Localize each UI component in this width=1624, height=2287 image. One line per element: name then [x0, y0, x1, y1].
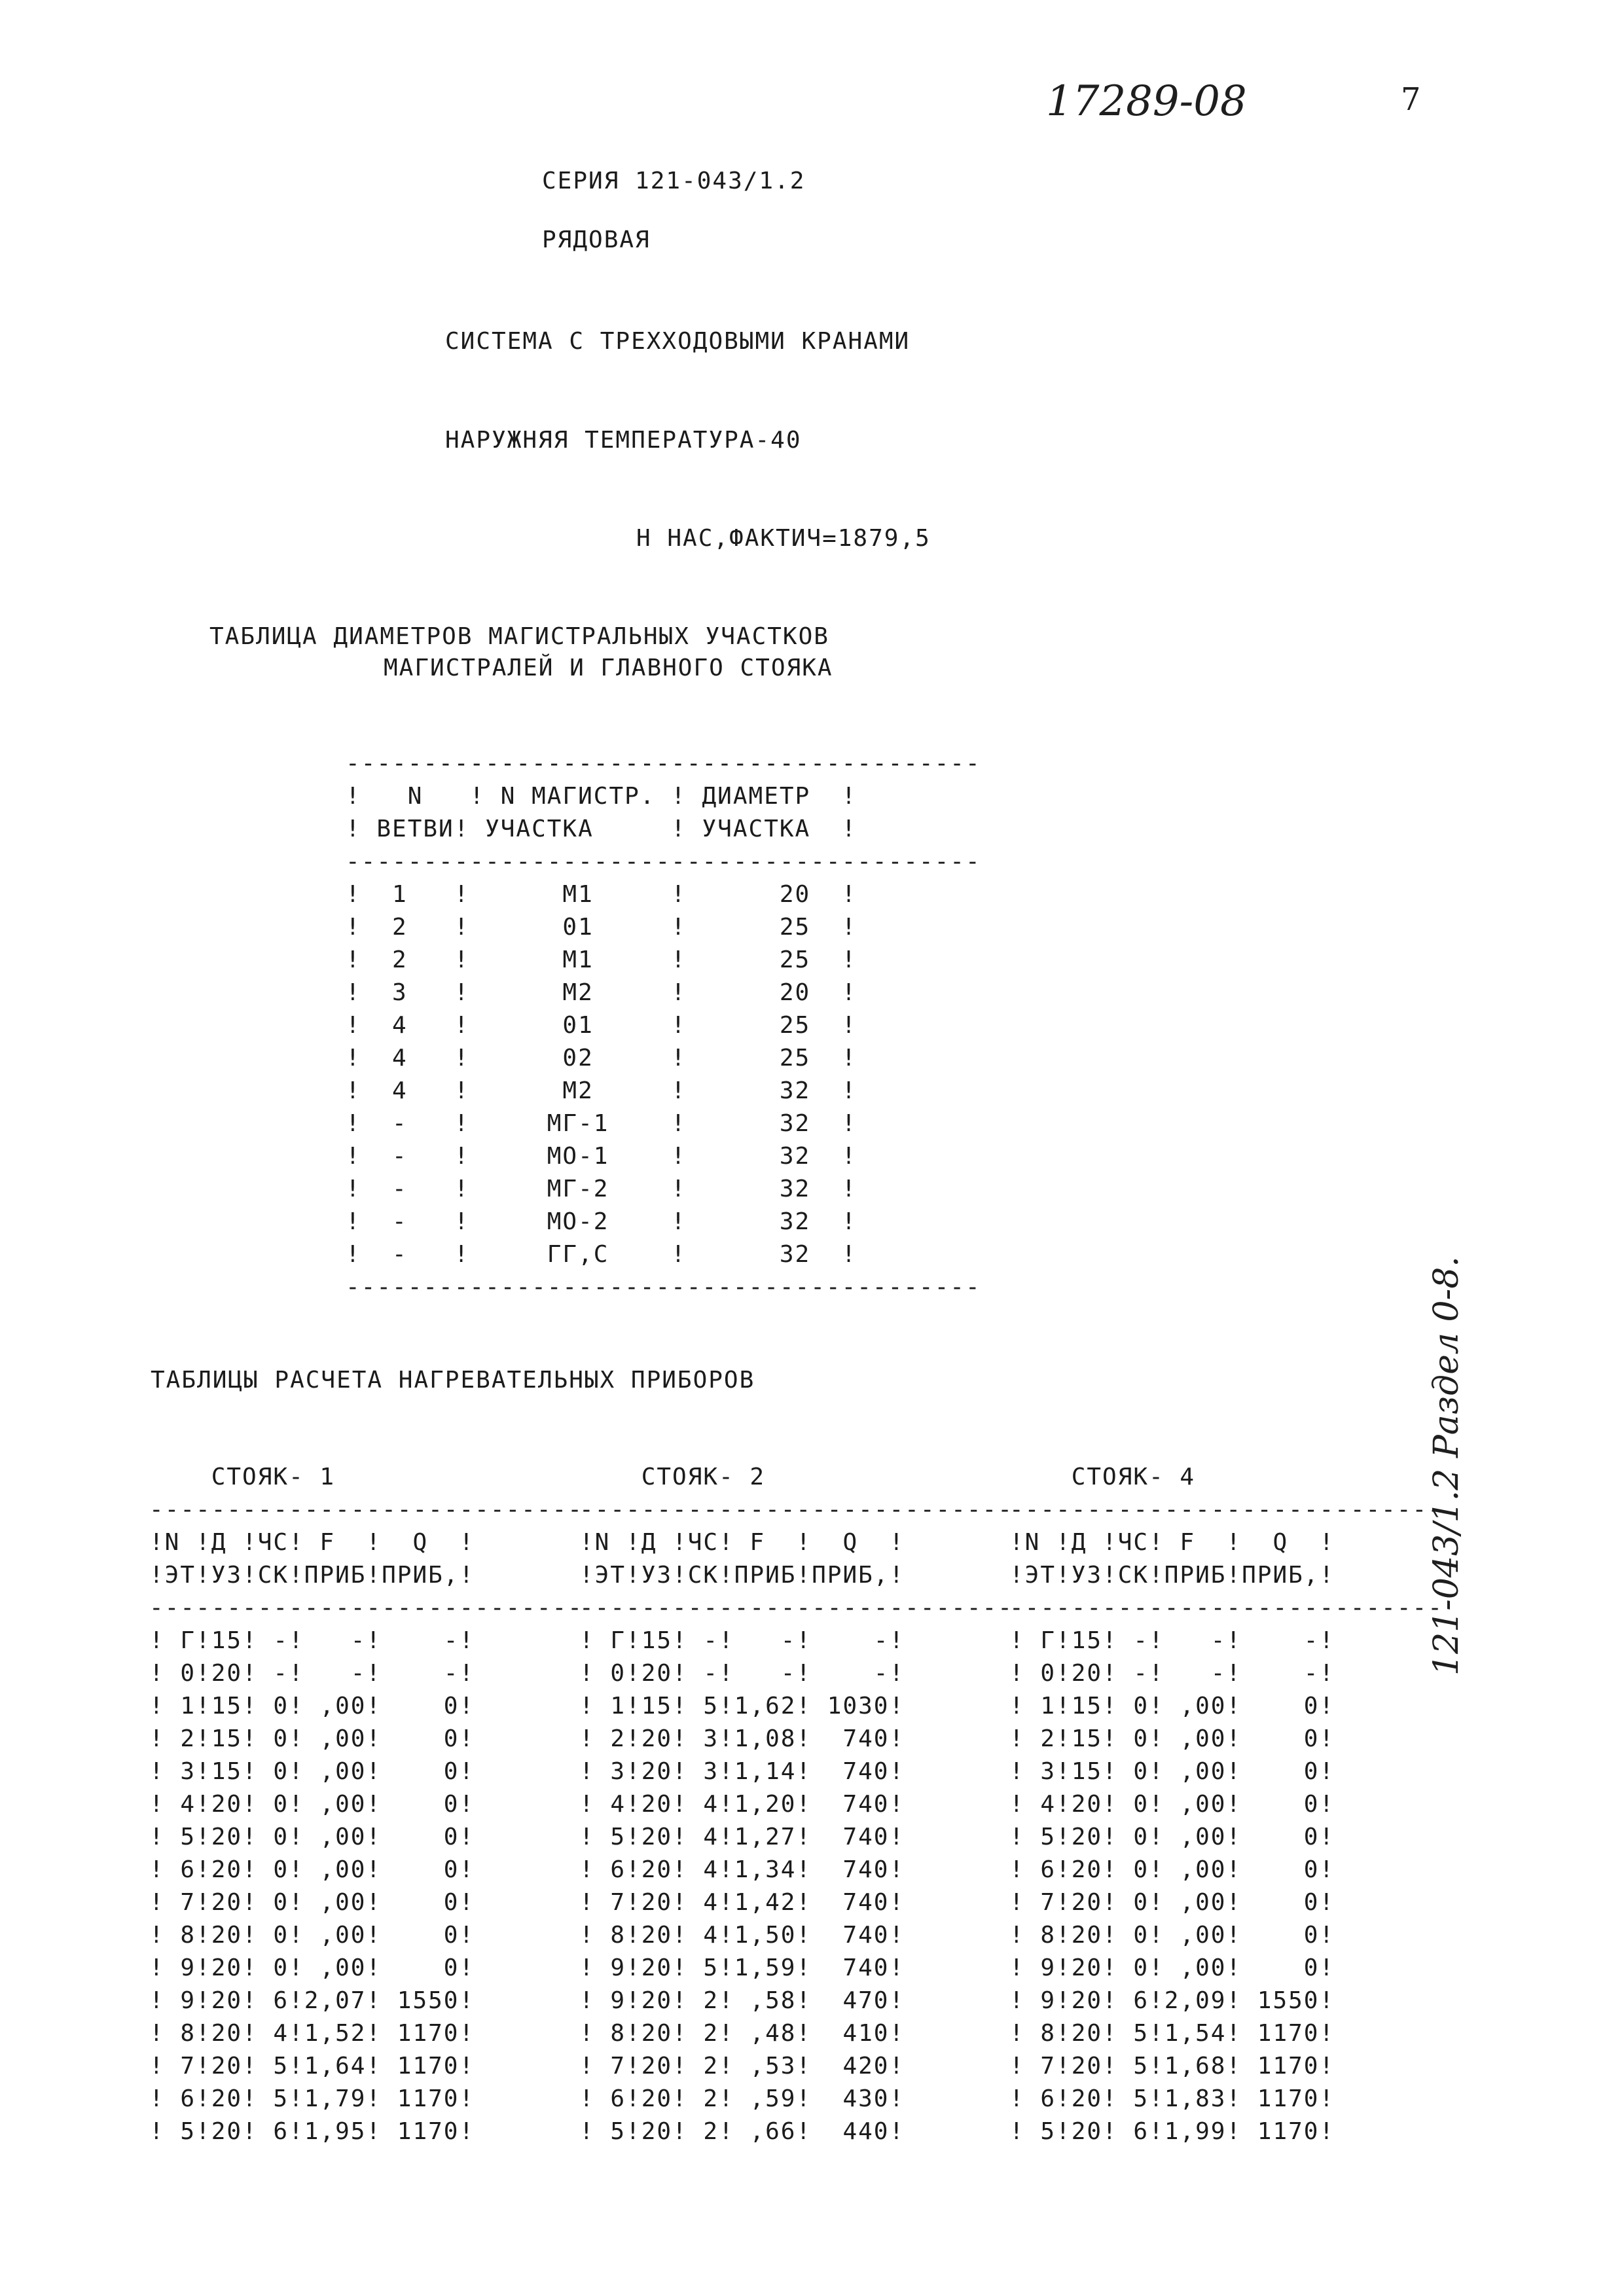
- table-row: ! 7!20! 0! ,00! 0!: [1009, 1889, 1335, 1916]
- diameter-table-subtitle: МАГИСТРАЛЕЙ И ГЛАВНОГО СТОЯКА: [384, 655, 833, 681]
- table-row: ! 5!20! 2! ,66! 440!: [579, 2118, 905, 2145]
- table-row: ! - ! МГ-1 ! 32 !: [346, 1110, 857, 1137]
- table-row: ! - ! МГ-2 ! 32 !: [346, 1176, 857, 1202]
- table-row: ! 2 ! М1 ! 25 !: [346, 946, 857, 973]
- table-header-row: !ЭТ!УЗ!СК!ПРИБ!ПРИБ,!: [1009, 1562, 1335, 1589]
- table-row: ! 5!20! 0! ,00! 0!: [149, 1824, 475, 1850]
- table-rule: ----------------------------: [149, 1594, 583, 1621]
- table-row: ! 6!20! 0! ,00! 0!: [1009, 1856, 1335, 1883]
- table-rule: ----------------------------: [149, 1496, 583, 1523]
- table-row: ! 7!20! 2! ,53! 420!: [579, 2053, 905, 2080]
- table-row: ! 5!20! 0! ,00! 0!: [1009, 1824, 1335, 1850]
- diameter-table: [346, 747, 981, 1304]
- table-row: ! 6!20! 5!1,83! 1170!: [1009, 2085, 1335, 2112]
- table-row: ! Г!15! -! -! -!: [149, 1627, 475, 1654]
- riser-table: [579, 1461, 1013, 2148]
- table-row: ! 2!20! 3!1,08! 740!: [579, 1725, 905, 1752]
- table-rule: ----------------------------: [1009, 1496, 1443, 1523]
- riser-table: [1009, 1461, 1443, 2148]
- table-row: ! Г!15! -! -! -!: [1009, 1627, 1335, 1654]
- table-row: ! 2!15! 0! ,00! 0!: [1009, 1725, 1335, 1752]
- system-line: СИСТЕМА С ТРЕХХОДОВЫМИ КРАНАМИ: [445, 328, 911, 355]
- table-rule: -----------------------------------------: [346, 848, 981, 875]
- table-row: ! 3!15! 0! ,00! 0!: [1009, 1758, 1335, 1785]
- table-row: ! 1!15! 5!1,62! 1030!: [579, 1693, 905, 1720]
- riser-table: [149, 1461, 583, 2148]
- table-row: ! 1!15! 0! ,00! 0!: [149, 1693, 475, 1720]
- table-row: ! - ! МО-1 ! 32 !: [346, 1143, 857, 1170]
- table-row: ! 6!20! 5!1,79! 1170!: [149, 2085, 475, 2112]
- table-row: ! 4!20! 0! ,00! 0!: [1009, 1791, 1335, 1818]
- table-row: ! 9!20! 6!2,07! 1550!: [149, 1987, 475, 2014]
- calc-table-title: ТАБЛИЦЫ РАСЧЕТА НАГРЕВАТЕЛЬНЫХ ПРИБОРОВ: [151, 1367, 755, 1394]
- table-row: ! 8!20! 0! ,00! 0!: [1009, 1922, 1335, 1949]
- table-row: ! 5!20! 4!1,27! 740!: [579, 1824, 905, 1850]
- table-row: ! 7!20! 5!1,68! 1170!: [1009, 2053, 1335, 2080]
- table-row: ! 6!20! 2! ,59! 430!: [579, 2085, 905, 2112]
- fact-line: Н НАС,ФАКТИЧ=1879,5: [636, 525, 931, 552]
- table-header-row: !N !Д !ЧС! F ! Q !: [579, 1529, 905, 1556]
- table-row: ! 2 ! 01 ! 25 !: [346, 914, 857, 941]
- table-row: ! - ! МО-2 ! 32 !: [346, 1208, 857, 1235]
- table-row: ! 7!20! 0! ,00! 0!: [149, 1889, 475, 1916]
- table-row: ! 9!20! 5!1,59! 740!: [579, 1954, 905, 1981]
- table-row: ! 8!20! 0! ,00! 0!: [149, 1922, 475, 1949]
- table-row: ! 7!20! 4!1,42! 740!: [579, 1889, 905, 1916]
- table-row: ! 5!20! 6!1,99! 1170!: [1009, 2118, 1335, 2145]
- diameter-table-title: ТАБЛИЦА ДИАМЕТРОВ МАГИСТРАЛЬНЫХ УЧАСТКОВ: [209, 623, 829, 650]
- table-rule: ----------------------------: [1009, 1594, 1443, 1621]
- table-row: ! 8!20! 2! ,48! 410!: [579, 2020, 905, 2047]
- riser-title: СТОЯК- 1: [211, 1464, 336, 1490]
- table-row: ! 1 ! М1 ! 20 !: [346, 881, 857, 908]
- table-row: ! 4!20! 0! ,00! 0!: [149, 1791, 475, 1818]
- table-row: ! 9!20! 0! ,00! 0!: [1009, 1954, 1335, 1981]
- page-number: 7: [1401, 81, 1421, 118]
- temperature-line: НАРУЖНЯЯ ТЕМПЕРАТУРА-40: [445, 427, 802, 454]
- table-rule: -----------------------------------------: [346, 750, 981, 777]
- series-line: СЕРИЯ 121-043/1.2: [542, 168, 806, 194]
- table-row: ! 7!20! 5!1,64! 1170!: [149, 2053, 475, 2080]
- side-handwritten-note: 121-043/1.2 Раздел 0-8.: [1427, 1256, 1466, 1676]
- table-row: ! 8!20! 5!1,54! 1170!: [1009, 2020, 1335, 2047]
- table-rule: ----------------------------: [579, 1594, 1013, 1621]
- table-header-row: !ЭТ!УЗ!СК!ПРИБ!ПРИБ,!: [579, 1562, 905, 1589]
- table-row: ! 0!20! -! -! -!: [579, 1660, 905, 1687]
- table-header-row: !N !Д !ЧС! F ! Q !: [1009, 1529, 1335, 1556]
- table-row: ! 4 ! 01 ! 25 !: [346, 1012, 857, 1039]
- table-header-row: ! N ! N МАГИСТР. ! ДИАМЕТР !: [346, 783, 857, 810]
- type-line: РЯДОВАЯ: [542, 226, 651, 253]
- table-rule: ----------------------------: [579, 1496, 1013, 1523]
- table-row: ! - ! ГГ,С ! 32 !: [346, 1241, 857, 1268]
- table-row: ! 4!20! 4!1,20! 740!: [579, 1791, 905, 1818]
- table-row: ! 3 ! М2 ! 20 !: [346, 979, 857, 1006]
- table-row: ! 4 ! 02 ! 25 !: [346, 1045, 857, 1071]
- table-row: ! 2!15! 0! ,00! 0!: [149, 1725, 475, 1752]
- table-row: ! Г!15! -! -! -!: [579, 1627, 905, 1654]
- table-rule: -----------------------------------------: [346, 1274, 981, 1301]
- table-row: ! 8!20! 4!1,52! 1170!: [149, 2020, 475, 2047]
- riser-title: СТОЯК- 2: [641, 1464, 766, 1490]
- table-row: ! 4 ! М2 ! 32 !: [346, 1077, 857, 1104]
- table-row: ! 8!20! 4!1,50! 740!: [579, 1922, 905, 1949]
- table-row: ! 0!20! -! -! -!: [1009, 1660, 1335, 1687]
- table-row: ! 6!20! 0! ,00! 0!: [149, 1856, 475, 1883]
- document-number: 17289-08: [1046, 77, 1247, 126]
- riser-title: СТОЯК- 4: [1071, 1464, 1196, 1490]
- table-row: ! 9!20! 0! ,00! 0!: [149, 1954, 475, 1981]
- table-row: ! 5!20! 6!1,95! 1170!: [149, 2118, 475, 2145]
- table-row: ! 1!15! 0! ,00! 0!: [1009, 1693, 1335, 1720]
- table-header-row: !N !Д !ЧС! F ! Q !: [149, 1529, 475, 1556]
- table-row: ! 3!15! 0! ,00! 0!: [149, 1758, 475, 1785]
- table-header-row: !ЭТ!УЗ!СК!ПРИБ!ПРИБ,!: [149, 1562, 475, 1589]
- table-header-row: ! ВЕТВИ! УЧАСТКА ! УЧАСТКА !: [346, 816, 857, 842]
- table-row: ! 9!20! 2! ,58! 470!: [579, 1987, 905, 2014]
- table-row: ! 0!20! -! -! -!: [149, 1660, 475, 1687]
- table-row: ! 3!20! 3!1,14! 740!: [579, 1758, 905, 1785]
- table-row: ! 9!20! 6!2,09! 1550!: [1009, 1987, 1335, 2014]
- table-row: ! 6!20! 4!1,34! 740!: [579, 1856, 905, 1883]
